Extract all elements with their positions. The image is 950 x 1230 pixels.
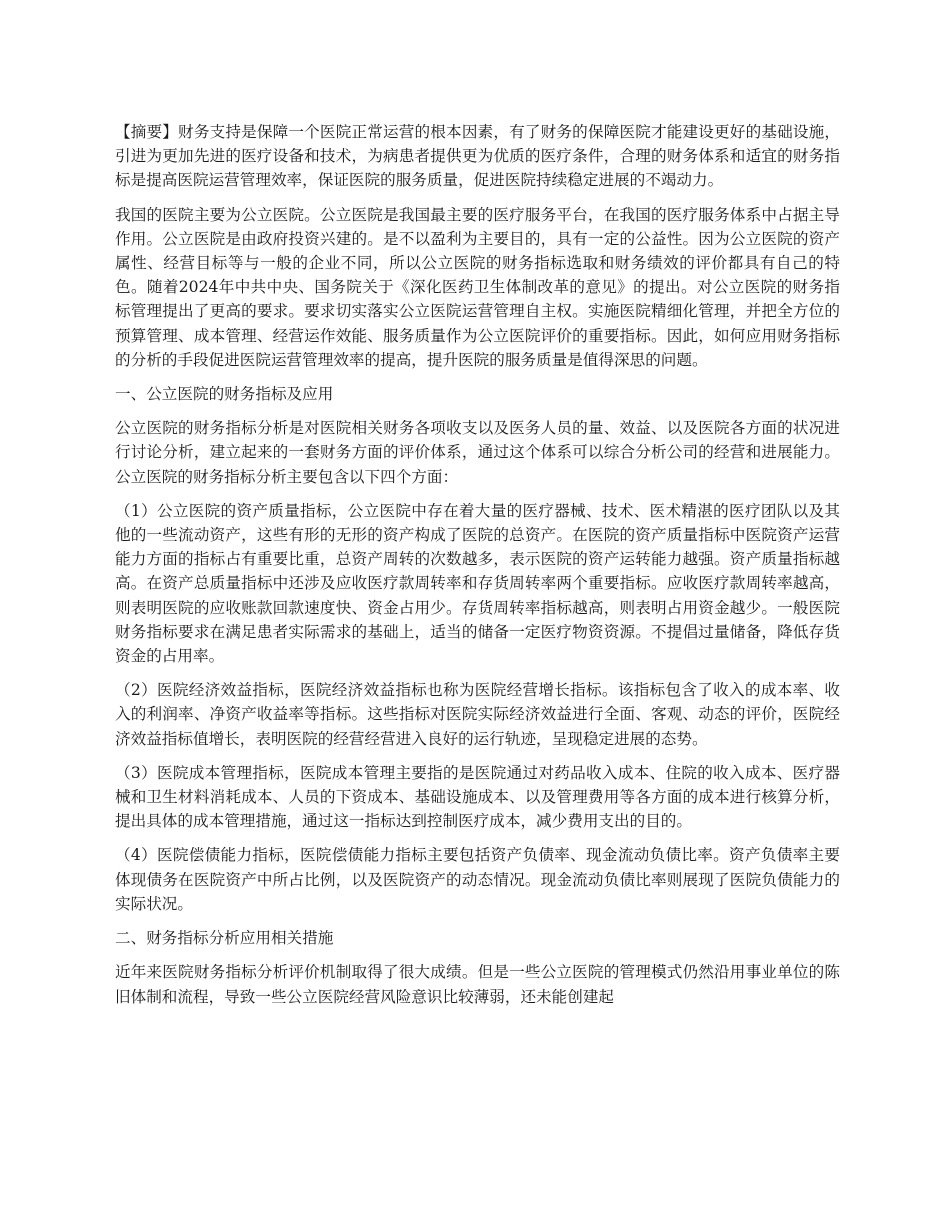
asset-quality-paragraph: （1）公立医院的资产质量指标，公立医院中存在着大量的医疗器械、技术、医术精湛的医疗团队以及其他的一些流动资产，这些有形的无形的资产构成了医院的总资产。在医院的资产质量指标中医院资产运营能力方面的指标占有重要比重，总资产周转的次数越多，表示医院的资产运转能力越强。资产质量指标越高。在资产总质量指标中还涉及应收医疗款周转率和存货周转率两个重要指标。应收医疗款周转率越高，则表明医院的应收账款回款速度快、资金占用少。存货周转率指标越高，则表明占用资金越少。一般医院财务指标要求在满足患者实际需求的基础上，适当的储备一定医疗物资资源。不提倡过量储备，降低存货资金的占用率。 <box>115 501 840 666</box>
section-2-paragraph: 近年来医院财务指标分析评价机制取得了很大成绩。但是一些公立医院的管理模式仍然沿用事业单位的陈旧体制和流程，导致一些公立医院经营风险意识比较薄弱，还未能创建起 <box>115 963 840 1006</box>
solvency-paragraph: （4）医院偿债能力指标，医院偿债能力指标主要包括资产负债率、现金流动负债比率。资产负债率主要体现债务在医院资产中所占比例，以及医院资产的动态情况。现金流动负债比率则展现了医院负债能力的实际状况。 <box>115 846 840 913</box>
document-body <box>115 120 840 1019</box>
intro-paragraph: 我国的医院主要为公立医院。公立医院是我国最主要的医疗服务平台，在我国的医疗服务体系中占据主导作用。公立医院是由政府投资兴建的。是不以盈利为主要目的，具有一定的公益性。因为公立医院的资产属性、经营目标等与一般的企业不同，所以公立医院的财务指标选取和财务绩效的评价都具有自己的特色。随着2024年中共中央、国务院关于《深化医药卫生体制改革的意见》的提出。对公立医院的财务指标管理提出了更高的要求。要求切实落实公立医院运营管理自主权。实施医院精细化管理，并把全方位的预算管理、成本管理、经营运作效能、服务质量作为公立医院评价的重要指标。因此，如何应用财务指标的分析的手段促进医院运营管理效率的提高，提升医院的服务质量是值得深思的问题。 <box>115 205 840 369</box>
section-1-intro-paragraph: 公立医院的财务指标分析是对医院相关财务各项收支以及医务人员的量、效益、以及医院各方面的状况进行讨论分析，建立起来的一套财务方面的评价体系，通过这个体系可以综合分析公司的经营和进展能力。公立医院的财务指标分析主要包含以下四个方面： <box>115 419 840 486</box>
abstract-paragraph: 【摘要】财务支持是保障一个医院正常运营的根本因素，有了财务的保障医院才能建设更好的基础设施，引进为更加先进的医疗设备和技术，为病患者提供更为优质的医疗条件，合理的财务体系和适宜的财务指标是提高医院运营管理效率，保证医院的服务质量，促进医院持续稳定进展的不竭动力。 <box>115 123 840 190</box>
economic-benefit-paragraph: （2）医院经济效益指标，医院经济效益指标也称为医院经营增长指标。该指标包含了收入的成本率、收入的利润率、净资产收益率等指标。这些指标对医院实际经济效益进行全面、客观、动态的评价，医院经济效益指标值增长，表明医院的经营经营进入良好的运行轨迹，呈现稳定进展的态势。 <box>115 681 840 748</box>
section-heading-2: 二、财务指标分析应用相关措施 <box>115 929 334 948</box>
section-heading-1: 一、公立医院的财务指标及应用 <box>115 385 334 404</box>
cost-management-paragraph: （3）医院成本管理指标，医院成本管理主要指的是医院通过对药品收入成本、住院的收入成本、医疗器械和卫生材料消耗成本、人员的下资成本、基础设施成本、以及管理费用等各方面的成本进行核算分析，提出具体的成本管理措施，通过这一指标达到控制医疗成本，减少费用支出的目的。 <box>115 763 840 831</box>
